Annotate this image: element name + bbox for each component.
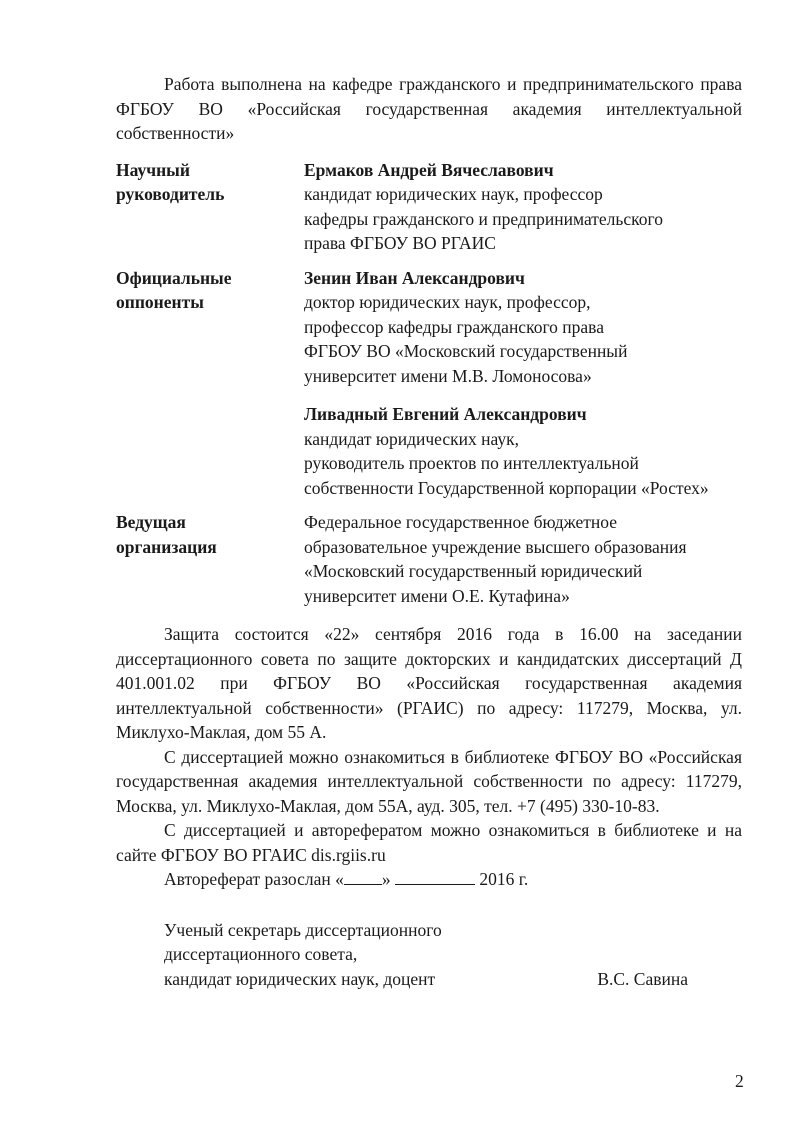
- abstract-sent-prefix: Автореферат разослан «: [164, 869, 344, 889]
- opponents-label: Официальные оппоненты: [116, 267, 232, 312]
- opponents-section: [116, 266, 742, 501]
- opponent-line: ФГБОУ ВО «Московский государственный: [304, 341, 628, 361]
- supervisor-line: кандидат юридических наук, профессор: [304, 184, 603, 204]
- abstract-sent-middle: »: [381, 869, 391, 889]
- intro-paragraph: Работа выполнена на кафедре гражданского и предпринимательского права ФГБОУ ВО «Российская государственная академия интеллектуальной собственности»: [116, 74, 742, 143]
- lead-organization-label: Ведущая организация: [116, 512, 217, 557]
- library-paragraph: С диссертацией можно ознакомиться в библиотеке ФГБОУ ВО «Российская государственная академия интеллектуальной собственности по адресу: 117279, Москва, ул. Миклухо-Маклая, дом 55А, ауд. 305, тел. +7 (495) 330-10-83.: [116, 746, 742, 816]
- day-blank: [344, 868, 382, 885]
- lead-organization-line: университет имени О.Е. Кутафина»: [304, 585, 570, 606]
- opponent-line: руководитель проектов по интеллектуальной: [304, 453, 639, 473]
- website-paragraph: С диссертацией и авторефератом можно ознакомиться в библиотеке и на сайте ФГБОУ ВО РГАИС dis.rgiis.ru: [116, 820, 742, 865]
- lead-organization-line: «Московский государственный юридический: [304, 561, 643, 581]
- opponent-entry: [304, 266, 742, 389]
- opponents-details: [304, 266, 742, 501]
- opponent-name: Ливадный Евгений Александрович: [304, 404, 587, 424]
- abstract-sent-line: [116, 867, 742, 892]
- signature-block: [116, 904, 742, 992]
- lead-organization-line: образовательное учреждение высшего образования: [304, 536, 687, 557]
- lead-organization-line: Федеральное государственное бюджетное: [304, 512, 617, 532]
- opponent-line: доктор юридических наук, профессор,: [304, 292, 591, 312]
- lead-organization-details: [304, 510, 742, 608]
- lead-organization-section: [116, 510, 742, 608]
- secretary-degree: кандидат юридических наук, доцент: [164, 968, 436, 989]
- opponent-entry: [304, 402, 742, 500]
- opponent-line: кандидат юридических наук,: [304, 428, 519, 449]
- month-blank: [395, 868, 475, 885]
- secretary-name: В.С. Савина: [597, 968, 688, 989]
- document-page: [116, 72, 742, 991]
- supervisor-line: кафедры гражданского и предпринимательского: [304, 208, 664, 229]
- page-number: 2: [735, 1071, 744, 1091]
- defense-paragraph: Защита состоится «22» сентября 2016 года в 16.00 на заседании диссертационного совета по защите докторских и кандидатских диссертаций Д 401.001.02 при ФГБОУ ВО «Российская государственная академия интеллектуальной собственности» (РГАИС) по адресу: 117279, Москва, ул. Миклухо-Маклая, дом 55 А.: [116, 624, 742, 742]
- opponent-line: профессор кафедры гражданского права: [304, 316, 604, 337]
- secretary-title-line: Ученый секретарь диссертационного: [164, 919, 442, 940]
- secretary-signature-row: [164, 967, 742, 992]
- secretary-title-line: диссертационного совета,: [164, 944, 358, 964]
- opponent-line: собственности Государственной корпорации «Ростех»: [304, 477, 709, 498]
- opponent-name: Зенин Иван Александрович: [304, 267, 525, 288]
- opponent-line: университет имени М.В. Ломоносова»: [304, 365, 592, 386]
- supervisor-section: [116, 158, 742, 256]
- supervisor-label: Научный руководитель: [116, 159, 225, 204]
- abstract-sent-year: 2016 г.: [479, 869, 529, 889]
- supervisor-name: Ермаков Андрей Вячеславович: [304, 159, 554, 180]
- supervisor-line: права ФГБОУ ВО РГАИС: [304, 233, 496, 253]
- supervisor-details: [304, 158, 742, 256]
